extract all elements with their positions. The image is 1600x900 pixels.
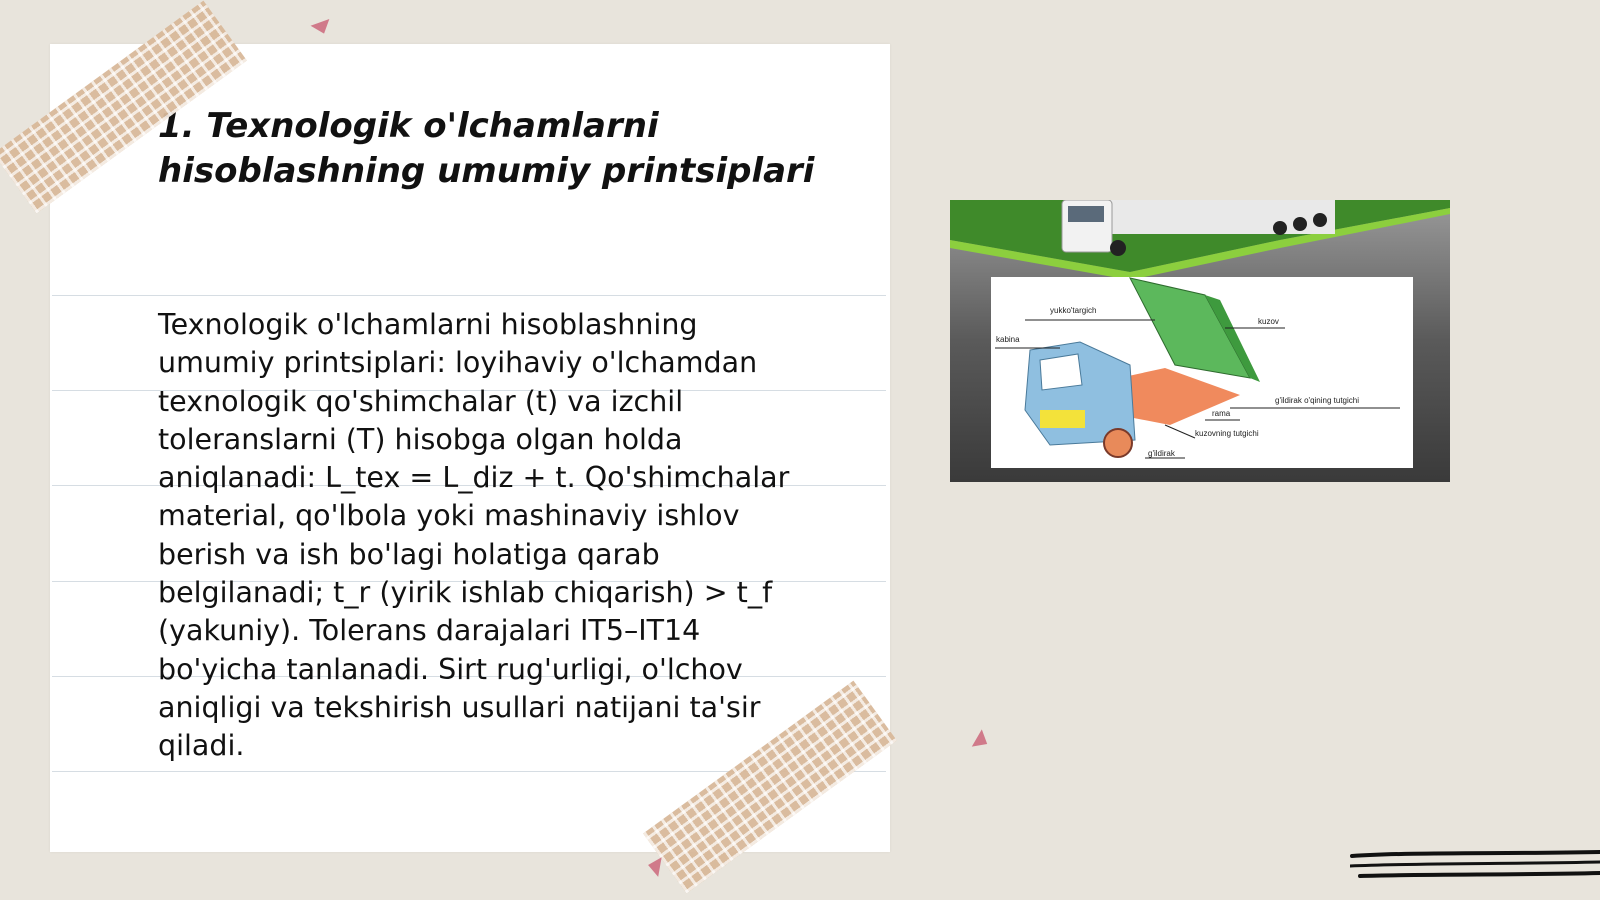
slide-body-text: Texnologik o'lchamlarni hisoblashning umumiy printsiplari: loyihaviy o'lchamdan texnologik qo'shimchalar (t) va izchil toleranslarni (T) hisobga olgan holda aniqlanadi: L_tex = L_diz + t. Qo'shimchalar material, qo'lbola yoki mashinaviy ishlov berish va ish bo'lagi holatiga qarab belgilanadi; t_r (yirik ishlab chiqarish) > t_f (yakuniy). Tolerans darajalari IT5–IT14 bo'yicha tanlanadi. Sirt rug'urligi, o'lchov aniqligi va tekshirish usullari natijani ta'sir qiladi. — [158, 308, 790, 763]
decorative-brush-strokes — [1350, 848, 1600, 888]
truck-diagram-svg — [950, 200, 1450, 482]
label-kabina: kabina — [996, 335, 1020, 344]
note-paper — [50, 44, 890, 852]
label-kuzov-tutgichi: kuzovning tutgichi — [1195, 429, 1259, 438]
tape-tip-decoration — [972, 729, 992, 752]
label-kuzov: kuzov — [1258, 317, 1279, 326]
label-rama: rama — [1212, 409, 1231, 418]
label-yuk-tortgich: yukko'targich — [1050, 306, 1097, 315]
truck-diagram-image — [950, 200, 1450, 482]
slide-title: 1. Texnologik o'lchamlarni hisoblashning umumiy printsiplari — [158, 106, 815, 191]
paper-rule-line — [52, 295, 886, 296]
label-gildirak-tutgichi: g'ildirak o'qining tutgichi — [1275, 396, 1359, 405]
tape-tip-decoration — [646, 855, 661, 877]
tape-tip-decoration — [311, 19, 334, 37]
label-gildirak: g'ildirak — [1148, 449, 1175, 458]
